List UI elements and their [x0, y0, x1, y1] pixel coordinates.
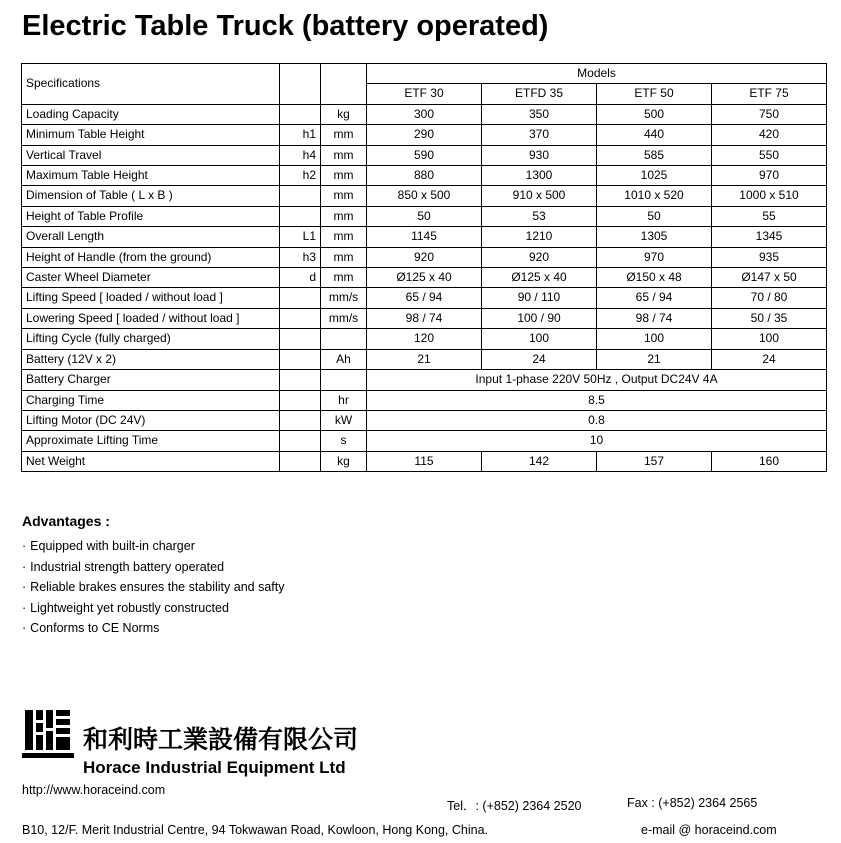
advantage-text: Industrial strength battery operated	[30, 559, 225, 574]
row-unit: mm	[321, 186, 367, 206]
row-unit: hr	[321, 390, 367, 410]
row-value: 850 x 500	[367, 186, 482, 206]
advantages-section	[22, 513, 522, 639]
unit-header-cell	[321, 64, 367, 105]
row-unit: Ah	[321, 349, 367, 369]
row-label: Battery (12V x 2)	[22, 349, 280, 369]
specifications-header: Specifications	[22, 64, 280, 105]
row-value: 370	[482, 125, 597, 145]
model-name-4: ETF 75	[712, 84, 827, 104]
row-unit: kW	[321, 410, 367, 430]
telephone-number: Tel．: (+852) 2364 2520	[447, 799, 582, 813]
table-row	[22, 410, 827, 430]
symbol-header-cell	[280, 64, 321, 105]
row-value: 1345	[712, 227, 827, 247]
row-value: 290	[367, 125, 482, 145]
table-row	[22, 431, 827, 451]
row-value: Ø147 x 50	[712, 268, 827, 288]
row-value: 100 / 90	[482, 308, 597, 328]
row-value: 440	[597, 125, 712, 145]
row-value: 930	[482, 145, 597, 165]
row-label: Maximum Table Height	[22, 166, 280, 186]
row-unit: mm	[321, 166, 367, 186]
list-item	[22, 618, 522, 639]
row-unit	[321, 329, 367, 349]
row-unit: mm	[321, 247, 367, 267]
row-label: Battery Charger	[22, 370, 280, 390]
specifications-table-container	[21, 63, 827, 472]
row-value: 750	[712, 104, 827, 124]
list-item	[22, 536, 522, 557]
row-symbol: h3	[280, 247, 321, 267]
bullet-icon: ·	[22, 539, 27, 553]
bullet-icon: ·	[22, 600, 27, 615]
row-symbol	[280, 329, 321, 349]
row-value: 50 / 35	[712, 308, 827, 328]
row-value: 90 / 110	[482, 288, 597, 308]
row-value: 100	[482, 329, 597, 349]
row-value: 24	[482, 349, 597, 369]
row-value: 585	[597, 145, 712, 165]
row-value: Ø150 x 48	[597, 268, 712, 288]
row-value: 935	[712, 247, 827, 267]
row-unit: s	[321, 431, 367, 451]
row-value: 21	[597, 349, 712, 369]
row-symbol: h4	[280, 145, 321, 165]
row-symbol: h2	[280, 166, 321, 186]
row-symbol	[280, 288, 321, 308]
row-label: Loading Capacity	[22, 104, 280, 124]
advantage-text: Reliable brakes ensures the stability and safty	[30, 580, 285, 594]
row-value: 1300	[482, 166, 597, 186]
row-unit: mm	[321, 206, 367, 226]
row-symbol	[280, 410, 321, 430]
row-value: 920	[482, 247, 597, 267]
table-row	[22, 247, 827, 267]
table-row	[22, 166, 827, 186]
table-row	[22, 206, 827, 226]
row-unit: mm	[321, 145, 367, 165]
row-value: 55	[712, 206, 827, 226]
row-value: Ø125 x 40	[482, 268, 597, 288]
row-symbol	[280, 206, 321, 226]
specifications-table-body	[22, 104, 827, 471]
company-address: B10, 12/F. Merit Industrial Centre, 94 Tokwawan Road, Kowloon, Hong Kong, China.	[22, 823, 489, 837]
row-value: 500	[597, 104, 712, 124]
row-value: 98 / 74	[367, 308, 482, 328]
row-symbol	[280, 390, 321, 410]
row-value: 590	[367, 145, 482, 165]
website-url[interactable]: http://www.horaceind.com	[22, 783, 166, 797]
row-value: 1145	[367, 227, 482, 247]
row-value: 910 x 500	[482, 186, 597, 206]
row-value: 350	[482, 104, 597, 124]
row-label: Height of Handle (from the ground)	[22, 247, 280, 267]
row-value: 1305	[597, 227, 712, 247]
row-value: 142	[482, 451, 597, 471]
table-row	[22, 349, 827, 369]
row-label: Lifting Motor (DC 24V)	[22, 410, 280, 430]
row-value: 920	[367, 247, 482, 267]
table-row	[22, 451, 827, 471]
model-name-3: ETF 50	[597, 84, 712, 104]
row-symbol: L1	[280, 227, 321, 247]
row-unit: mm/s	[321, 288, 367, 308]
advantage-text: Equipped with built-in charger	[30, 539, 195, 553]
row-label: Charging Time	[22, 390, 280, 410]
row-unit: mm	[321, 125, 367, 145]
table-row	[22, 104, 827, 124]
table-row	[22, 329, 827, 349]
row-value: 300	[367, 104, 482, 124]
table-header-row-models	[22, 64, 827, 84]
row-label: Lifting Cycle (fully charged)	[22, 329, 280, 349]
row-symbol: d	[280, 268, 321, 288]
advantages-title: Advantages :	[22, 513, 110, 529]
row-value: 100	[712, 329, 827, 349]
row-value: 24	[712, 349, 827, 369]
row-value-span: 8.5	[367, 390, 827, 410]
model-name-2: ETFD 35	[482, 84, 597, 104]
model-name-1: ETF 30	[367, 84, 482, 104]
row-value: Ø125 x 40	[367, 268, 482, 288]
fax-number: Fax : (+852) 2364 2565	[627, 796, 758, 810]
table-row	[22, 145, 827, 165]
table-row	[22, 370, 827, 390]
row-label: Caster Wheel Diameter	[22, 268, 280, 288]
row-value: 98 / 74	[597, 308, 712, 328]
row-unit: kg	[321, 104, 367, 124]
row-symbol: h1	[280, 125, 321, 145]
row-value: 880	[367, 166, 482, 186]
row-value: 70 / 80	[712, 288, 827, 308]
row-symbol	[280, 104, 321, 124]
row-unit: kg	[321, 451, 367, 471]
row-symbol	[280, 186, 321, 206]
table-row	[22, 288, 827, 308]
row-value: 160	[712, 451, 827, 471]
row-value: 115	[367, 451, 482, 471]
models-header: Models	[367, 64, 827, 84]
page-title: Electric Table Truck (battery operated)	[22, 10, 549, 42]
row-unit: mm/s	[321, 308, 367, 328]
table-row	[22, 268, 827, 288]
row-value-span: Input 1-phase 220V 50Hz , Output DC24V 4A	[367, 370, 827, 390]
row-value: 65 / 94	[367, 288, 482, 308]
row-value: 157	[597, 451, 712, 471]
row-value: 970	[712, 166, 827, 186]
bullet-icon: ·	[22, 580, 27, 594]
row-value: 65 / 94	[597, 288, 712, 308]
advantage-text: Lightweight yet robustly constructed	[30, 600, 229, 615]
row-value: 1210	[482, 227, 597, 247]
row-label: Dimension of Table ( L x B )	[22, 186, 280, 206]
table-row	[22, 227, 827, 247]
row-value: 1025	[597, 166, 712, 186]
row-symbol	[280, 349, 321, 369]
row-value: 50	[597, 206, 712, 226]
row-label: Minimum Table Height	[22, 125, 280, 145]
list-item	[22, 557, 522, 578]
list-item	[22, 598, 522, 619]
table-row	[22, 390, 827, 410]
list-item	[22, 577, 522, 598]
row-label: Overall Length	[22, 227, 280, 247]
specifications-table	[21, 63, 827, 472]
row-symbol	[280, 451, 321, 471]
table-row	[22, 308, 827, 328]
row-value: 50	[367, 206, 482, 226]
company-logo-icon	[22, 708, 74, 760]
table-row	[22, 125, 827, 145]
row-symbol	[280, 308, 321, 328]
row-label: Lowering Speed [ loaded / without load ]	[22, 308, 280, 328]
row-label: Vertical Travel	[22, 145, 280, 165]
row-unit: mm	[321, 268, 367, 288]
company-name-chinese: 和利時工業設備有限公司	[83, 725, 359, 754]
table-row	[22, 186, 827, 206]
email-address[interactable]: e-mail @ horaceind.com	[641, 823, 777, 837]
row-value: 550	[712, 145, 827, 165]
row-value-span: 0.8	[367, 410, 827, 430]
row-label: Approximate Lifting Time	[22, 431, 280, 451]
row-label: Lifting Speed [ loaded / without load ]	[22, 288, 280, 308]
row-value: 53	[482, 206, 597, 226]
company-name-english: Horace Industrial Equipment Ltd	[83, 758, 346, 777]
bullet-icon: ·	[22, 559, 27, 574]
advantage-text: Conforms to CE Norms	[30, 621, 160, 635]
row-value: 1010 x 520	[597, 186, 712, 206]
row-value: 970	[597, 247, 712, 267]
row-value: 420	[712, 125, 827, 145]
row-unit	[321, 370, 367, 390]
row-symbol	[280, 370, 321, 390]
row-symbol	[280, 431, 321, 451]
bullet-icon: ·	[22, 621, 27, 635]
row-label: Net Weight	[22, 451, 280, 471]
row-unit: mm	[321, 227, 367, 247]
row-label: Height of Table Profile	[22, 206, 280, 226]
row-value: 1000 x 510	[712, 186, 827, 206]
row-value: 100	[597, 329, 712, 349]
row-value-span: 10	[367, 431, 827, 451]
row-value: 120	[367, 329, 482, 349]
row-value: 21	[367, 349, 482, 369]
